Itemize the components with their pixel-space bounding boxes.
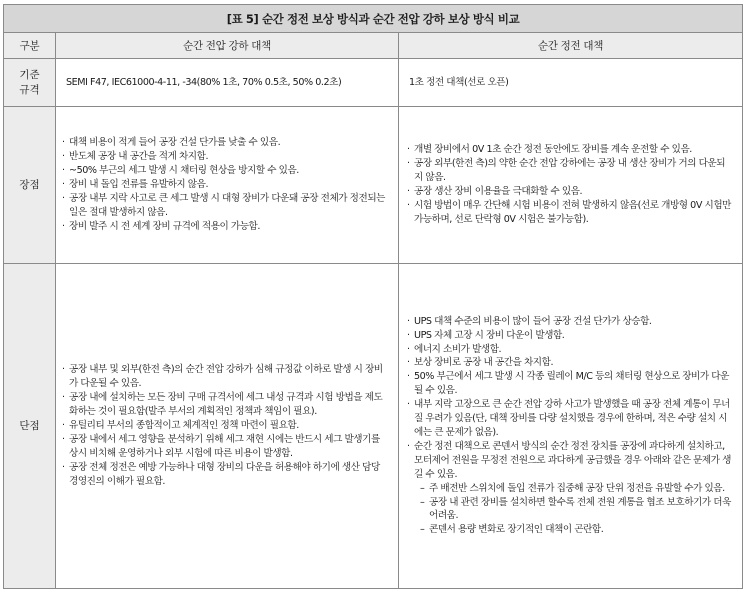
list-item: · 공장 전체 정전은 예방 가능하나 대형 장비의 다운을 허용해야 하기에 생산 담당 경영진의 이해가 필요함.: [62, 461, 389, 489]
basis-sag-cell: [56, 59, 399, 107]
list-item: · 유틸리티 부서의 종합적이고 체계적인 정책 마련이 필요함.: [62, 419, 389, 433]
header-outage-measures: 순간 정전 대책: [399, 33, 743, 59]
list-item: · 개별 장비에서 0V 1초 순간 정전 동안에도 장비를 계속 운전할 수 있음.: [407, 143, 732, 157]
list-item: · 보상 장비로 공장 내 공간을 차지함.: [407, 356, 732, 370]
row-label-cons: 단점: [4, 264, 56, 589]
list-item: · 공장 내에서 세그 영향을 분석하기 위해 세그 재현 시에는 반드시 세그 발생기를 상시 비치해 운영하거나 외부 시험에 따른 비용이 발생함.: [62, 433, 389, 461]
table-title: [표 5] 순간 정전 보상 방식과 순간 전압 강하 보상 방식 비교: [4, 5, 743, 33]
cons-outage-list: [407, 315, 732, 538]
pros-sag-cell: [56, 107, 399, 264]
list-item: · 공장 내부 및 외부(한전 측)의 순간 전압 강하가 심해 규정값 이하로 발생 시 장비가 다운될 수 있음.: [62, 363, 389, 391]
cons-outage-cell: [399, 264, 743, 589]
list-item: · 내부 지락 고장으로 큰 순간 전압 강하 사고가 발생했을 때 공장 전체 계통이 무너질 우려가 있음(단, 대책 장비를 다량 설치했을 경우에 한하며, 적은 수량 설치 시에는 큰 문제가 없음).: [407, 398, 732, 440]
comparison-table-container: [3, 4, 742, 589]
list-item: · 반도체 공장 내 공간을 적게 차지함.: [62, 150, 389, 164]
list-item: · UPS 자체 고장 시 장비 다운이 발생함.: [407, 329, 732, 343]
list-item: · 공장 외부(한전 측)의 약한 순간 전압 강하에는 공장 내 생산 장비가 거의 다운되지 않음.: [407, 157, 732, 185]
sub-list-item: – 콘덴서 용량 변화로 장기적인 대책이 곤란함.: [407, 523, 732, 537]
list-item: · 시험 방법이 매우 간단해 시험 비용이 전혀 발생하지 않음(선로 개방형 0V 시험만 가능하며, 선로 단락형 0V 시험은 불가능함).: [407, 199, 732, 227]
sub-list-item: – 주 배전반 스위치에 돌입 전류가 집중해 공장 단위 정전을 유발할 수가 있음.: [407, 482, 732, 496]
pros-outage-list: [407, 143, 732, 226]
cons-sag-list: [62, 363, 389, 488]
basis-outage-cell: [399, 59, 743, 107]
row-label-basis: [4, 59, 56, 107]
basis-outage-text: 1초 정전 대책(선로 오픈): [409, 76, 509, 88]
row-label-basis-text: 기준 규격: [19, 68, 40, 96]
list-item: · UPS 대책 수준의 비용이 많이 들어 공장 건설 단가가 상승함.: [407, 315, 732, 329]
list-item: · 공장 내에 설치하는 모든 장비 구매 규격서에 세그 내성 규격과 시험 방법을 제도화하는 것이 필요함(발주 부서의 계획적인 정책과 책임이 필요).: [62, 391, 389, 419]
pros-sag-list: [62, 136, 389, 233]
list-item: · 공장 생산 장비 이용율을 극대화할 수 있음.: [407, 185, 732, 199]
list-item: · 장비 발주 시 전 세계 장비 규격에 적용이 가능함.: [62, 220, 389, 234]
basis-sag-text: SEMI F47, IEC61000-4-11, -34(80% 1초, 70% 0.5초, 50% 0.2초): [66, 76, 342, 88]
comparison-table: [3, 4, 743, 589]
list-item: · 장비 내 돌입 전류를 유발하지 않음.: [62, 178, 389, 192]
header-sag-measures: 순간 전압 강하 대책: [56, 33, 399, 59]
list-item: · ~50% 부근의 세그 발생 시 채터링 현상을 방지할 수 있음.: [62, 164, 389, 178]
list-item: · 공장 내부 지락 사고로 큰 세그 발생 시 대형 장비가 다운돼 공장 전체가 정전되는 일은 절대 발생하지 않음.: [62, 192, 389, 220]
sub-list-item: – 공장 내 관련 장비를 설치하면 할수록 전체 전원 계통을 협조 보호하기가 더욱 어려움.: [407, 496, 732, 524]
header-category: 구분: [4, 33, 56, 59]
pros-outage-cell: [399, 107, 743, 264]
list-item: · 대책 비용이 적게 들어 공장 건설 단가를 낮출 수 있음.: [62, 136, 389, 150]
cons-sag-cell: [56, 264, 399, 589]
row-label-pros: 장점: [4, 107, 56, 264]
list-item: · 순간 정전 대책으로 콘덴서 방식의 순간 정전 장치를 공장에 과다하게 설치하고, 모터제어 전원을 무정전 전원으로 과다하게 공급했을 경우 아래와 같은 문제가 생길 수 있음.: [407, 440, 732, 482]
list-item: · 에너지 소비가 발생함.: [407, 343, 732, 357]
list-item: · 50% 부근에서 세그 발생 시 각종 릴레이 M/C 등의 채터링 현상으로 장비가 다운될 수 있음.: [407, 370, 732, 398]
